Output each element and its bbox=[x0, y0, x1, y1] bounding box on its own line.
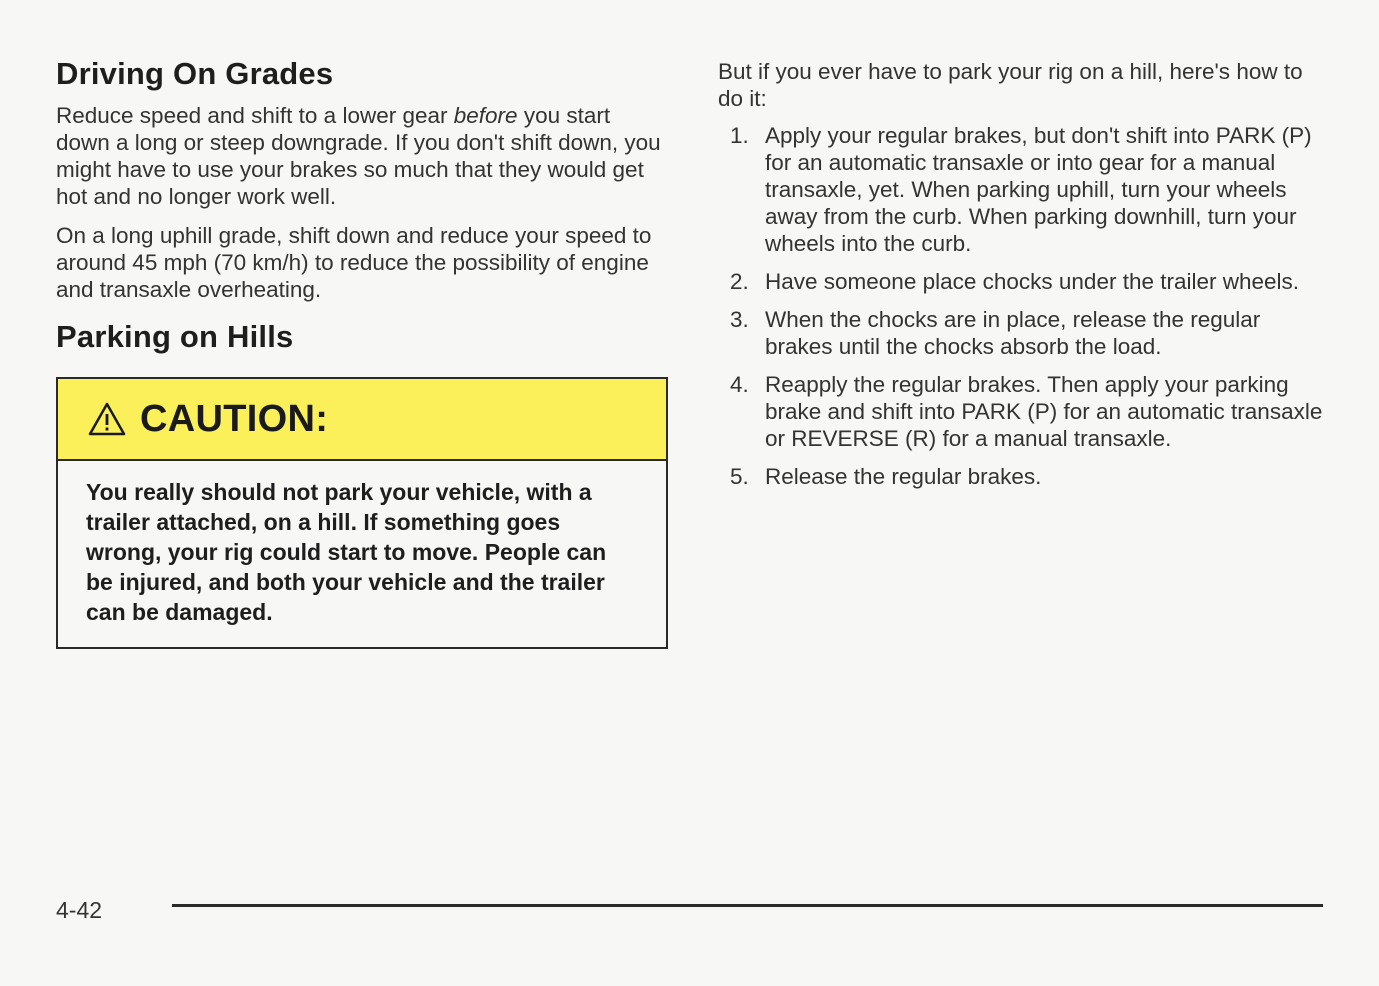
list-item bbox=[718, 268, 1328, 295]
step-number: 2. bbox=[730, 269, 749, 294]
step-number: 1. bbox=[730, 123, 749, 148]
steps-intro: But if you ever have to park your rig on a hill, here's how to do it: bbox=[718, 59, 1303, 111]
warning-triangle-icon bbox=[88, 402, 126, 436]
footer-divider bbox=[172, 904, 1323, 907]
paragraph-uphill: On a long uphill grade, shift down and reduce your speed to around 45 mph (70 km/h) to reduce the possibility of engine and transaxle overheating. bbox=[56, 223, 652, 302]
caution-title: CAUTION: bbox=[140, 397, 329, 440]
step-number: 4. bbox=[730, 372, 749, 397]
caution-box bbox=[56, 377, 668, 649]
paragraph-downgrade-emphasis: before bbox=[453, 103, 518, 128]
step-text: When the chocks are in place, release the regular brakes until the chocks absorb the load. bbox=[765, 307, 1261, 359]
caution-header bbox=[58, 379, 666, 461]
step-text: Release the regular brakes. bbox=[765, 464, 1042, 489]
step-text: Apply your regular brakes, but don't shift into PARK (P) for an automatic transaxle or into gear for a manual transaxle, yet. When parking uphill, turn your wheels away from the curb. When parking downhill, turn your wheels into the curb. bbox=[765, 123, 1312, 256]
section-heading-parking-on-hills: Parking on Hills bbox=[56, 319, 294, 354]
step-text: Have someone place chocks under the trailer wheels. bbox=[765, 269, 1300, 294]
step-text: Reapply the regular brakes. Then apply your parking brake and shift into PARK (P) for an automatic transaxle or REVERSE (R) for a manual transaxle. bbox=[765, 372, 1323, 451]
page-number: 4-42 bbox=[56, 897, 103, 923]
list-item bbox=[718, 371, 1328, 452]
paragraph-downgrade bbox=[56, 102, 668, 210]
section-heading-driving-on-grades: Driving On Grades bbox=[56, 56, 334, 91]
step-number: 5. bbox=[730, 464, 749, 489]
step-number: 3. bbox=[730, 307, 749, 332]
list-item bbox=[718, 122, 1328, 257]
paragraph-downgrade-end: you start down a long or steep downgrade. If you don't shift down, you might have to use your brakes so much that they would get hot and no longer work well. bbox=[56, 103, 661, 209]
paragraph-downgrade-start: Reduce speed and shift to a lower gear bbox=[56, 103, 454, 128]
parking-steps-list bbox=[718, 122, 1328, 490]
caution-body-text: You really should not park your vehicle, with a trailer attached, on a hill. If something goes wrong, your rig could start to move. People can be injured, and both your vehicle and the trailer can be damaged. bbox=[86, 479, 607, 625]
list-item bbox=[718, 463, 1328, 490]
left-column bbox=[56, 56, 668, 649]
list-item bbox=[718, 306, 1328, 360]
right-column bbox=[718, 58, 1328, 501]
